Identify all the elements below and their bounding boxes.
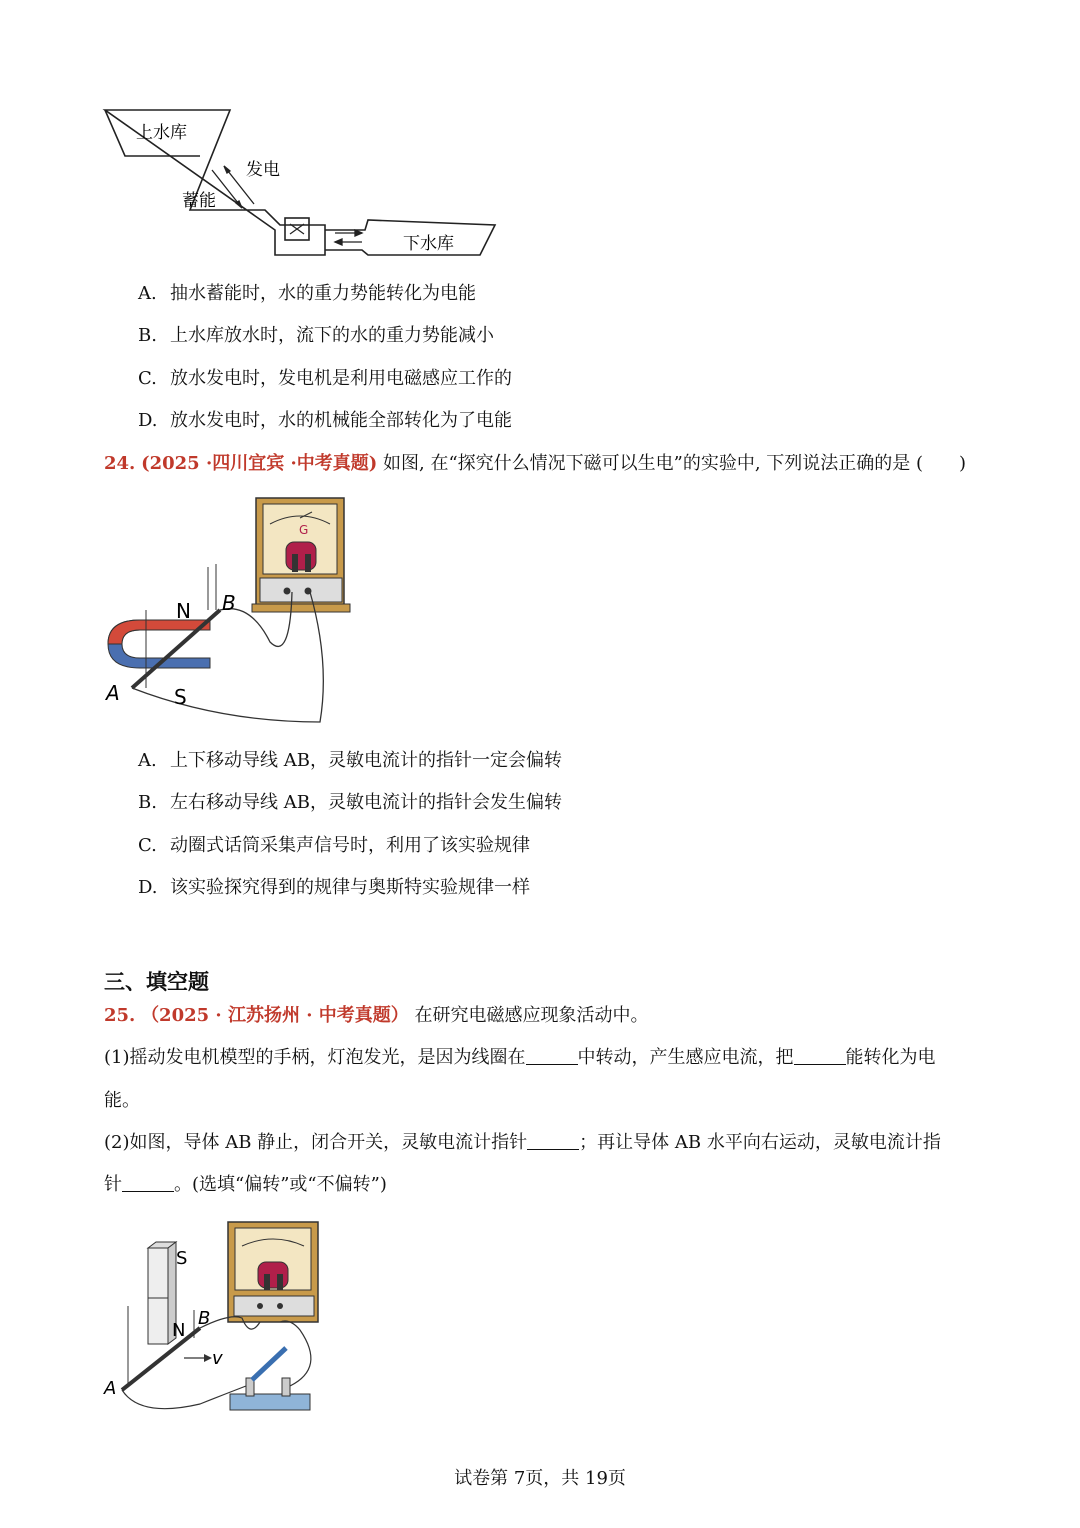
section-title: 三、填空题 bbox=[104, 970, 209, 994]
point-b-label: B bbox=[222, 591, 236, 615]
galvanometer-g-label: G bbox=[299, 523, 309, 537]
generate-label: 发电 bbox=[246, 160, 280, 180]
q24-number: 24. bbox=[104, 453, 136, 474]
switch-icon bbox=[230, 1348, 310, 1410]
q25-source: （2025 · 江苏扬州 · 中考真题） bbox=[141, 1005, 409, 1026]
q25-part1-line2: 能。 bbox=[104, 1090, 140, 1111]
q25-part2-line2: 针 。(选填“偏转”或“不偏转”) bbox=[104, 1174, 387, 1195]
q24-option-d: D. 该实验探究得到的规律与奥斯特实验规律一样 bbox=[138, 877, 530, 898]
answer-blank[interactable] bbox=[526, 1046, 578, 1065]
q25-part1-line1: (1)摇动发电机模型的手柄，灯泡发光，是因为线圈在 中转动，产生感应电流，把 能转化为电 bbox=[104, 1047, 936, 1068]
galvanometer-icon bbox=[252, 498, 350, 612]
answer-blank[interactable] bbox=[527, 1131, 579, 1150]
q24-option-c: C. 动圈式话筒采集声信号时，利用了该实验规律 bbox=[138, 835, 530, 856]
q24-stem bbox=[104, 452, 966, 476]
answer-blank[interactable] bbox=[122, 1173, 174, 1192]
page-footer: 试卷第 7页，共 19页 bbox=[454, 1468, 626, 1489]
q23-option-a: A. 抽水蓄能时，水的重力势能转化为电能 bbox=[138, 283, 476, 304]
q24-option-b: B. 左右移动导线 AB，灵敏电流计的指针会发生偏转 bbox=[138, 792, 562, 813]
upper-reservoir-label: 上水库 bbox=[136, 123, 187, 143]
q25-part2-line1: (2)如图，导体 AB 静止，闭合开关，灵敏电流计指针 ；再让导体 AB 水平向右运动，灵敏电流计指 bbox=[104, 1132, 941, 1153]
q24-text: 如图, 在“探究什么情况下磁可以生电”的实验中, 下列说法正确的是 ( ) bbox=[383, 453, 967, 474]
magnet-s-label: S bbox=[174, 685, 187, 709]
magnet-n-label: N bbox=[176, 599, 191, 623]
galvanometer-icon bbox=[228, 1222, 318, 1322]
point-b-label: B bbox=[198, 1308, 211, 1329]
q24-source: (2025 ·四川宜宾 ·中考真题) bbox=[141, 453, 378, 474]
magnet-s-label: S bbox=[176, 1248, 188, 1269]
q23-option-d: D. 放水发电时，水的机械能全部转化为了电能 bbox=[138, 410, 512, 431]
q23-option-b: B. 上水库放水时，流下的水的重力势能减小 bbox=[138, 325, 494, 346]
point-a-label: A bbox=[106, 681, 120, 705]
q24-option-a: A. 上下移动导线 AB，灵敏电流计的指针一定会偏转 bbox=[138, 750, 562, 771]
horseshoe-magnet-icon bbox=[108, 620, 210, 668]
q25-stem bbox=[104, 1004, 649, 1028]
magnet-n-label: N bbox=[172, 1320, 186, 1341]
lower-reservoir-label: 下水库 bbox=[403, 234, 454, 254]
q24-experiment-figure bbox=[100, 492, 360, 737]
answer-blank[interactable] bbox=[794, 1046, 846, 1065]
point-a-label: A bbox=[104, 1378, 117, 1399]
q25-text: 在研究电磁感应现象活动中。 bbox=[414, 1005, 649, 1026]
pumped-storage-diagram bbox=[100, 100, 500, 270]
q23-option-c: C. 放水发电时，发电机是利用电磁感应工作的 bbox=[138, 368, 512, 389]
q25-experiment-figure bbox=[100, 1218, 330, 1418]
q25-number: 25. bbox=[104, 1005, 136, 1026]
store-label: 蓄能 bbox=[182, 191, 216, 211]
velocity-v-label: v bbox=[212, 1348, 223, 1369]
